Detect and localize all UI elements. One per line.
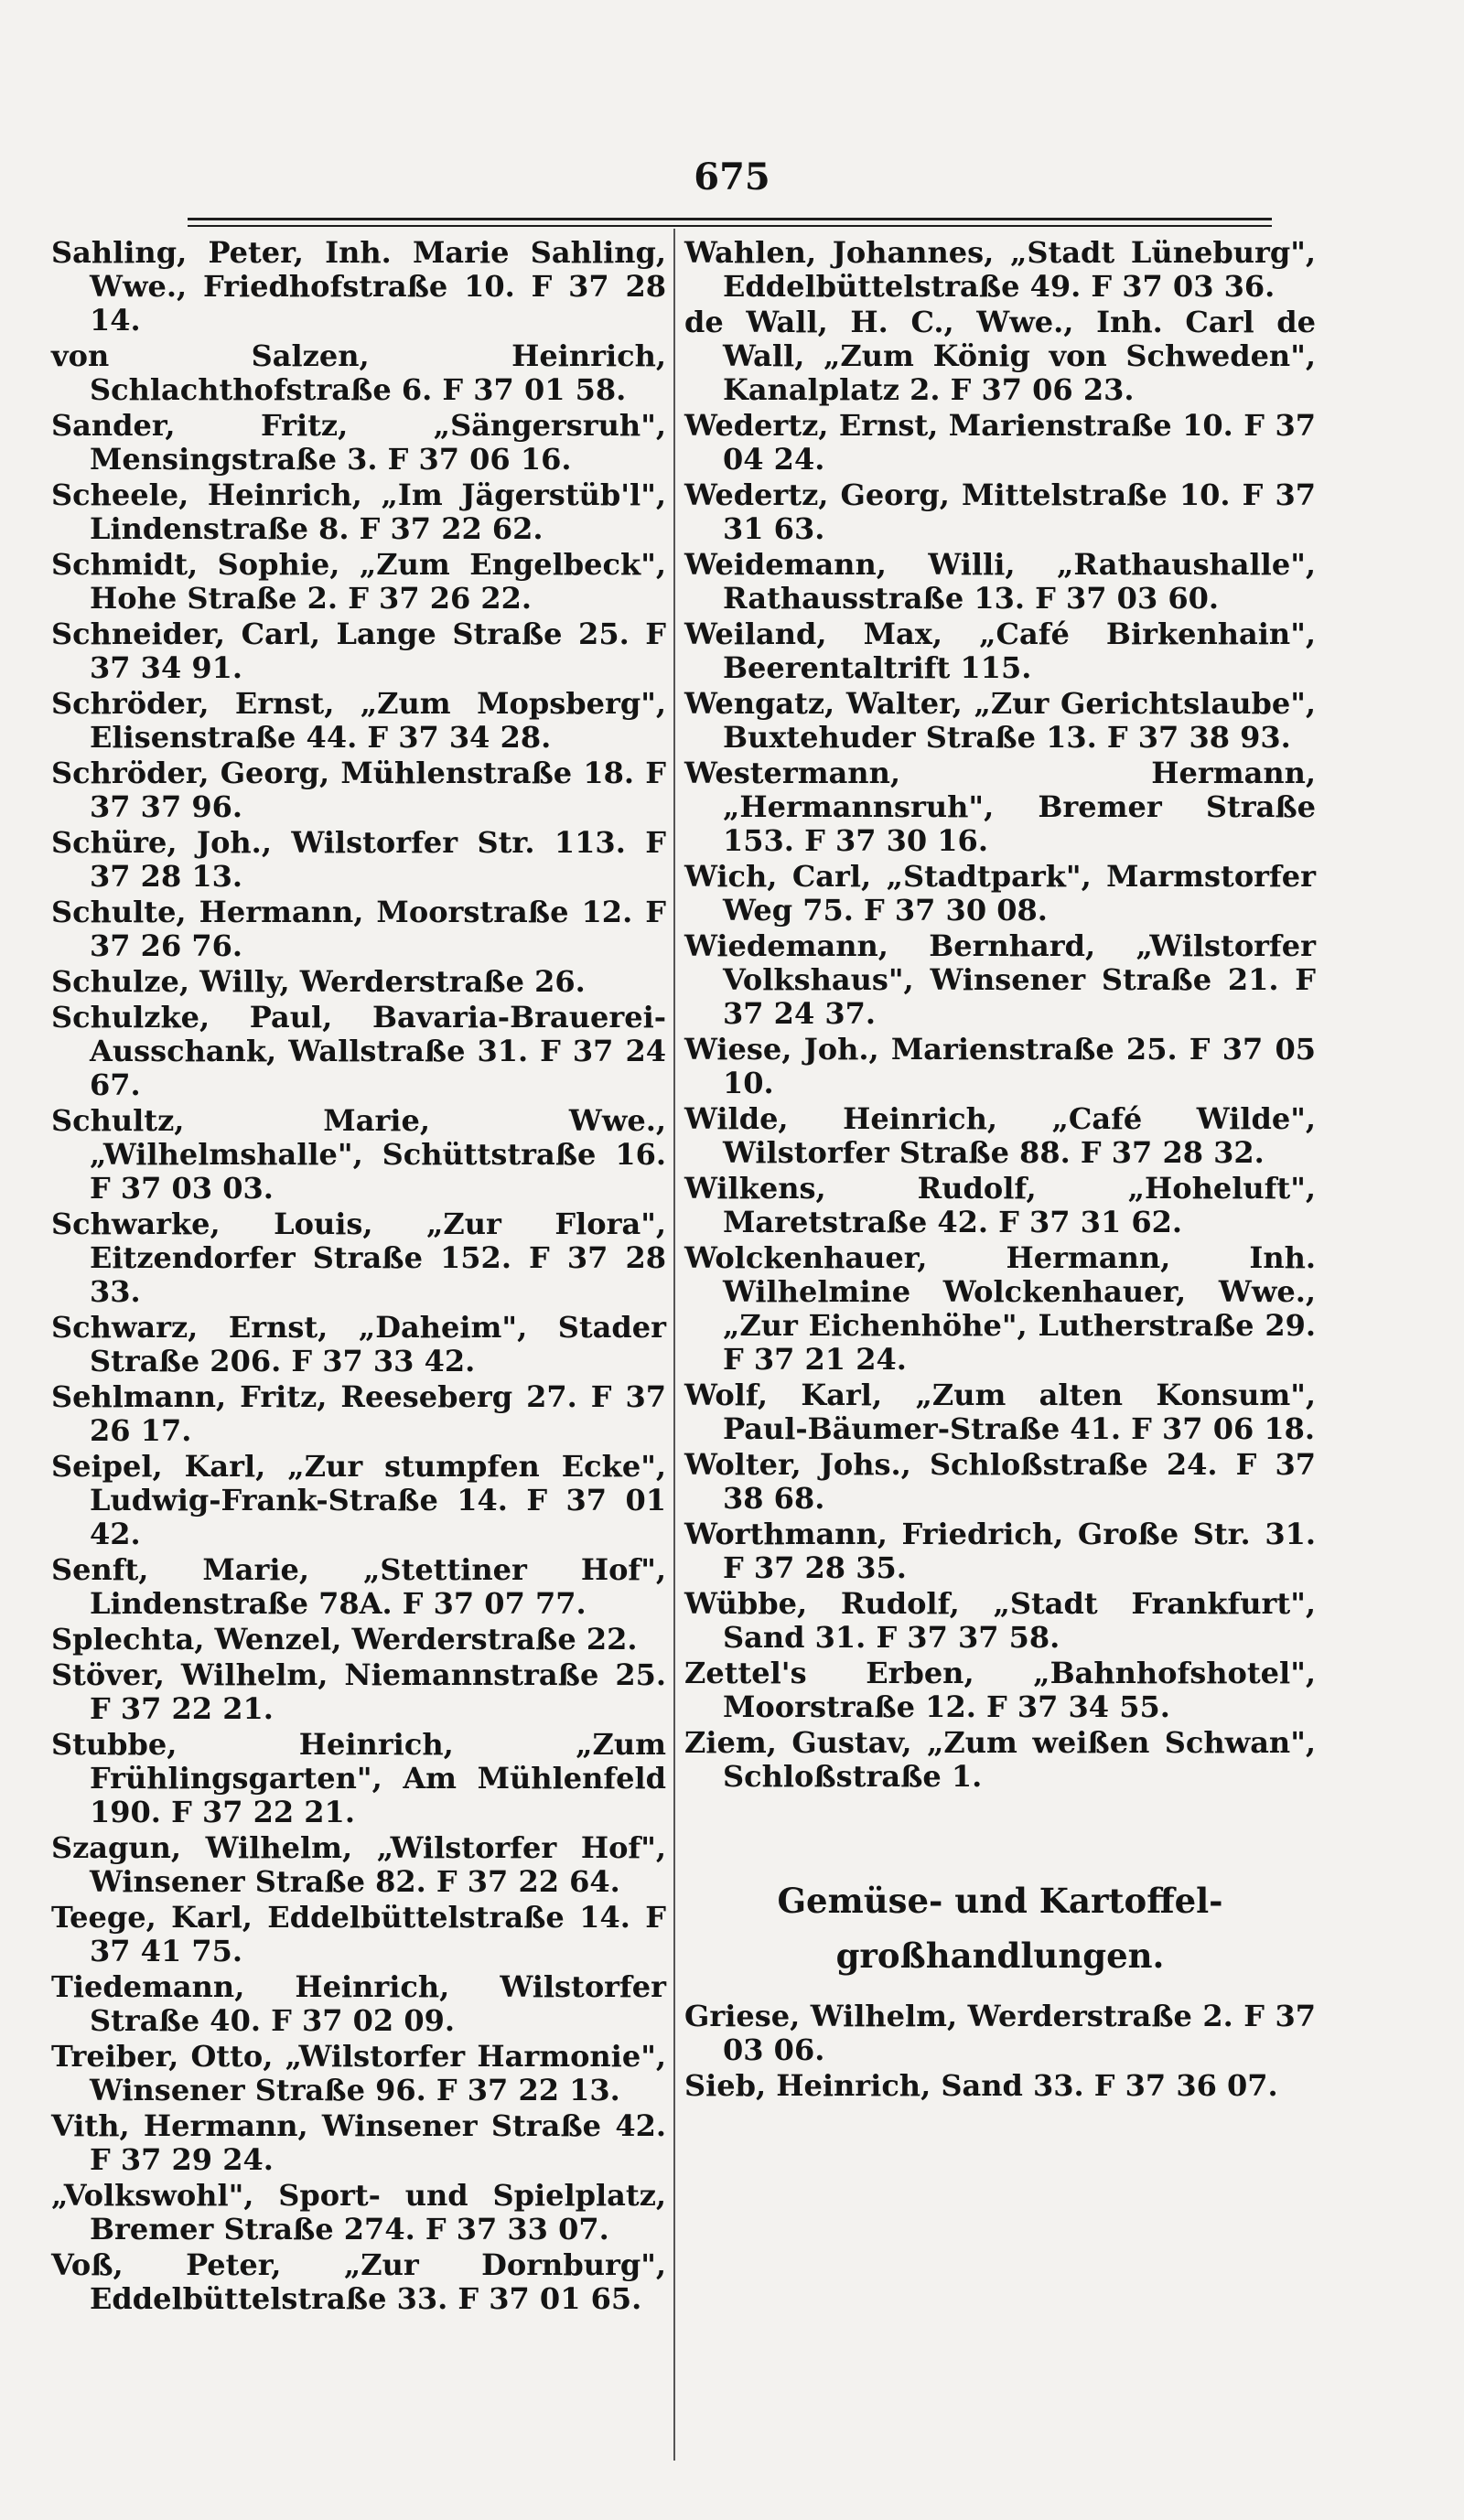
header-rule-thin — [188, 225, 1272, 227]
directory-entry: Schmidt, Sophie, „Zum Engelbeck", Hohe Straße 2. F 37 26 22. — [51, 547, 666, 616]
directory-entry: Wübbe, Rudolf, „Stadt Frankfurt", Sand 31. F 37 37 58. — [684, 1586, 1316, 1655]
directory-entry: Ziem, Gustav, „Zum weißen Schwan", Schloßstraße 1. — [684, 1725, 1316, 1794]
directory-entry: „Volkswohl", Sport- und Spielplatz, Bremer Straße 274. F 37 33 07. — [51, 2178, 666, 2247]
directory-entry: Stöver, Wilhelm, Niemannstraße 25. F 37 22 21. — [51, 1657, 666, 1726]
directory-entry: Weidemann, Willi, „Rathaushalle", Rathausstraße 13. F 37 03 60. — [684, 547, 1316, 616]
directory-entry: Sehlmann, Fritz, Reeseberg 27. F 37 26 17. — [51, 1379, 666, 1448]
directory-entry: Wedertz, Georg, Mittelstraße 10. F 37 31 63. — [684, 477, 1316, 546]
directory-entry: Vith, Hermann, Winsener Straße 42. F 37 29 24. — [51, 2108, 666, 2177]
directory-entry: Senft, Marie, „Stettiner Hof", Lindenstraße 78A. F 37 07 77. — [51, 1552, 666, 1621]
directory-entry: de Wall, H. C., Wwe., Inh. Carl de Wall, „Zum König von Schweden", Kanalplatz 2. F 37 06 23. — [684, 305, 1316, 407]
column-divider — [673, 229, 675, 2461]
header-rule — [188, 218, 1272, 220]
directory-entry: Schüre, Joh., Wilstorfer Str. 113. F 37 28 13. — [51, 825, 666, 894]
left-column — [51, 236, 666, 2318]
directory-entry: Schwarke, Louis, „Zur Flora", Eitzendorfer Straße 152. F 37 28 33. — [51, 1206, 666, 1309]
directory-entry: Schulte, Hermann, Moorstraße 12. F 37 26 76. — [51, 895, 666, 963]
directory-entry: Scheele, Heinrich, „Im Jägerstüb'l", Lindenstraße 8. F 37 22 62. — [51, 477, 666, 546]
section-heading — [684, 1873, 1316, 1983]
directory-entry: Griese, Wilhelm, Werderstraße 2. F 37 03 06. — [684, 1999, 1316, 2067]
right-entry-list — [684, 236, 1316, 1864]
section-heading-line2: großhandlungen. — [835, 1936, 1165, 1976]
directory-entry: Voß, Peter, „Zur Dornburg", Eddelbüttelstraße 33. F 37 01 65. — [51, 2247, 666, 2316]
directory-entry: Sander, Fritz, „Sängersruh", Mensingstraße 3. F 37 06 16. — [51, 408, 666, 477]
directory-entry: Wahlen, Johannes, „Stadt Lüneburg", Eddelbüttelstraße 49. F 37 03 36. — [684, 235, 1316, 304]
directory-entry: Wilkens, Rudolf, „Hoheluft", Maretstraße 42. F 37 31 62. — [684, 1171, 1316, 1239]
directory-entry: Sahling, Peter, Inh. Marie Sahling, Wwe., Friedhofstraße 10. F 37 28 14. — [51, 235, 666, 338]
directory-entry: von Salzen, Heinrich, Schlachthofstraße 6. F 37 01 58. — [51, 338, 666, 407]
directory-entry: Teege, Karl, Eddelbüttelstraße 14. F 37 41 75. — [51, 1900, 666, 1968]
directory-entry: Worthmann, Friedrich, Große Str. 31. F 37 28 35. — [684, 1517, 1316, 1585]
directory-entry: Schulze, Willy, Werderstraße 26. — [51, 964, 586, 999]
directory-entry: Wengatz, Walter, „Zur Gerichtslaube", Buxtehuder Straße 13. F 37 38 93. — [684, 686, 1316, 755]
directory-entry: Wich, Carl, „Stadtpark", Marmstorfer Weg 75. F 37 30 08. — [684, 859, 1316, 928]
directory-entry: Sieb, Heinrich, Sand 33. F 37 36 07. — [684, 2068, 1278, 2103]
directory-entry: Schröder, Ernst, „Zum Mopsberg", Elisenstraße 44. F 37 34 28. — [51, 686, 666, 755]
directory-entry: Schulzke, Paul, Bavaria-Brauerei-Ausschank, Wallstraße 31. F 37 24 67. — [51, 1000, 666, 1102]
directory-entry: Wedertz, Ernst, Marienstraße 10. F 37 04 24. — [684, 408, 1316, 477]
directory-entry: Schwarz, Ernst, „Daheim", Stader Straße 206. F 37 33 42. — [51, 1310, 666, 1378]
directory-entry: Wilde, Heinrich, „Café Wilde", Wilstorfer Straße 88. F 37 28 32. — [684, 1101, 1316, 1170]
directory-entry: Seipel, Karl, „Zur stumpfen Ecke", Ludwig-Frank-Straße 14. F 37 01 42. — [51, 1449, 666, 1551]
directory-entry: Wolckenhauer, Hermann, Inh. Wilhelmine Wolckenhauer, Wwe., „Zur Eichenhöhe", Lutherstraße 29. F 37 21 24. — [684, 1240, 1316, 1377]
directory-entry: Wiedemann, Bernhard, „Wilstorfer Volkshaus", Winsener Straße 21. F 37 24 37. — [684, 928, 1316, 1031]
directory-entry: Weiland, Max, „Café Birkenhain", Beerentaltrift 115. — [684, 617, 1316, 685]
page-number: 675 — [694, 155, 770, 198]
directory-entry: Zettel's Erben, „Bahnhofshotel", Moorstraße 12. F 37 34 55. — [684, 1656, 1316, 1724]
directory-entry: Wolter, Johs., Schloßstraße 24. F 37 38 68. — [684, 1447, 1316, 1516]
directory-entry: Schneider, Carl, Lange Straße 25. F 37 34 91. — [51, 617, 666, 685]
section-heading-line1: Gemüse- und Kartoffel- — [777, 1881, 1223, 1921]
directory-entry: Tiedemann, Heinrich, Wilstorfer Straße 40. F 37 02 09. — [51, 1969, 666, 2038]
directory-entry: Szagun, Wilhelm, „Wilstorfer Hof", Winsener Straße 82. F 37 22 64. — [51, 1830, 666, 1899]
directory-entry: Wolf, Karl, „Zum alten Konsum", Paul-Bäumer-Straße 41. F 37 06 18. — [684, 1378, 1316, 1446]
directory-entry: Wiese, Joh., Marienstraße 25. F 37 05 10. — [684, 1032, 1316, 1100]
directory-entry: Stubbe, Heinrich, „Zum Frühlingsgarten", Am Mühlenfeld 190. F 37 22 21. — [51, 1727, 666, 1829]
directory-entry: Treiber, Otto, „Wilstorfer Harmonie", Winsener Straße 96. F 37 22 13. — [51, 2039, 666, 2107]
directory-entry: Westermann, Hermann, „Hermannsruh", Bremer Straße 153. F 37 30 16. — [684, 756, 1316, 858]
directory-entry: Schröder, Georg, Mühlenstraße 18. F 37 37 96. — [51, 756, 666, 824]
directory-entry: Schultz, Marie, Wwe., „Wilhelmshalle", Schüttstraße 16. F 37 03 03. — [51, 1103, 666, 1206]
directory-entry: Splechta, Wenzel, Werderstraße 22. — [51, 1622, 638, 1657]
right-column — [684, 236, 1316, 2105]
